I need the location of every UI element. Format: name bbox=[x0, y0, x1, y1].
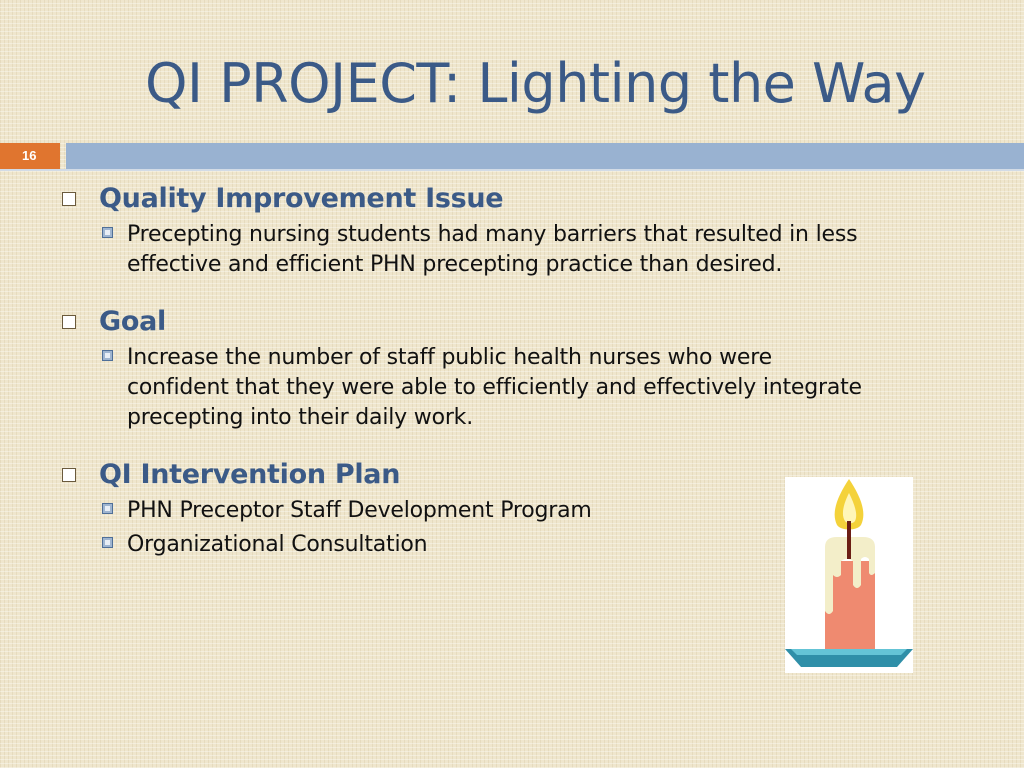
list-item bbox=[102, 343, 962, 433]
section-heading: Goal bbox=[99, 306, 166, 337]
slide-title: QI PROJECT: Lighting the Way bbox=[145, 52, 926, 115]
divider-rule bbox=[0, 169, 1024, 171]
section-goal bbox=[62, 306, 962, 433]
candle-image bbox=[785, 477, 913, 673]
sub-bullet-icon bbox=[102, 537, 113, 548]
bullet-text: Organizational Consultation bbox=[127, 532, 428, 557]
section-heading: Quality Improvement Issue bbox=[99, 183, 504, 214]
bullet-square-icon bbox=[62, 468, 76, 482]
bullet-square-icon bbox=[62, 315, 76, 329]
list-item bbox=[102, 220, 962, 280]
bullet-square-icon bbox=[62, 192, 76, 206]
sub-bullet-icon bbox=[102, 227, 113, 238]
bullet-text: PHN Preceptor Staff Development Program bbox=[127, 498, 592, 523]
sub-bullet-icon bbox=[102, 503, 113, 514]
section-quality-improvement-issue bbox=[62, 183, 962, 280]
bullet-text: Precepting nursing students had many barriers that resulted in less effective and efficient PHN precepting practice than desired. bbox=[127, 222, 858, 277]
section-heading: QI Intervention Plan bbox=[99, 459, 401, 490]
title-divider-bar bbox=[66, 143, 1024, 169]
slide-number: 16 bbox=[0, 143, 60, 169]
bullet-text: Increase the number of staff public health nurses who were confident that they were able to efficiently and effectively integrate precepting into their daily work. bbox=[127, 345, 862, 430]
candle-icon bbox=[785, 477, 913, 673]
sub-bullet-icon bbox=[102, 350, 113, 361]
